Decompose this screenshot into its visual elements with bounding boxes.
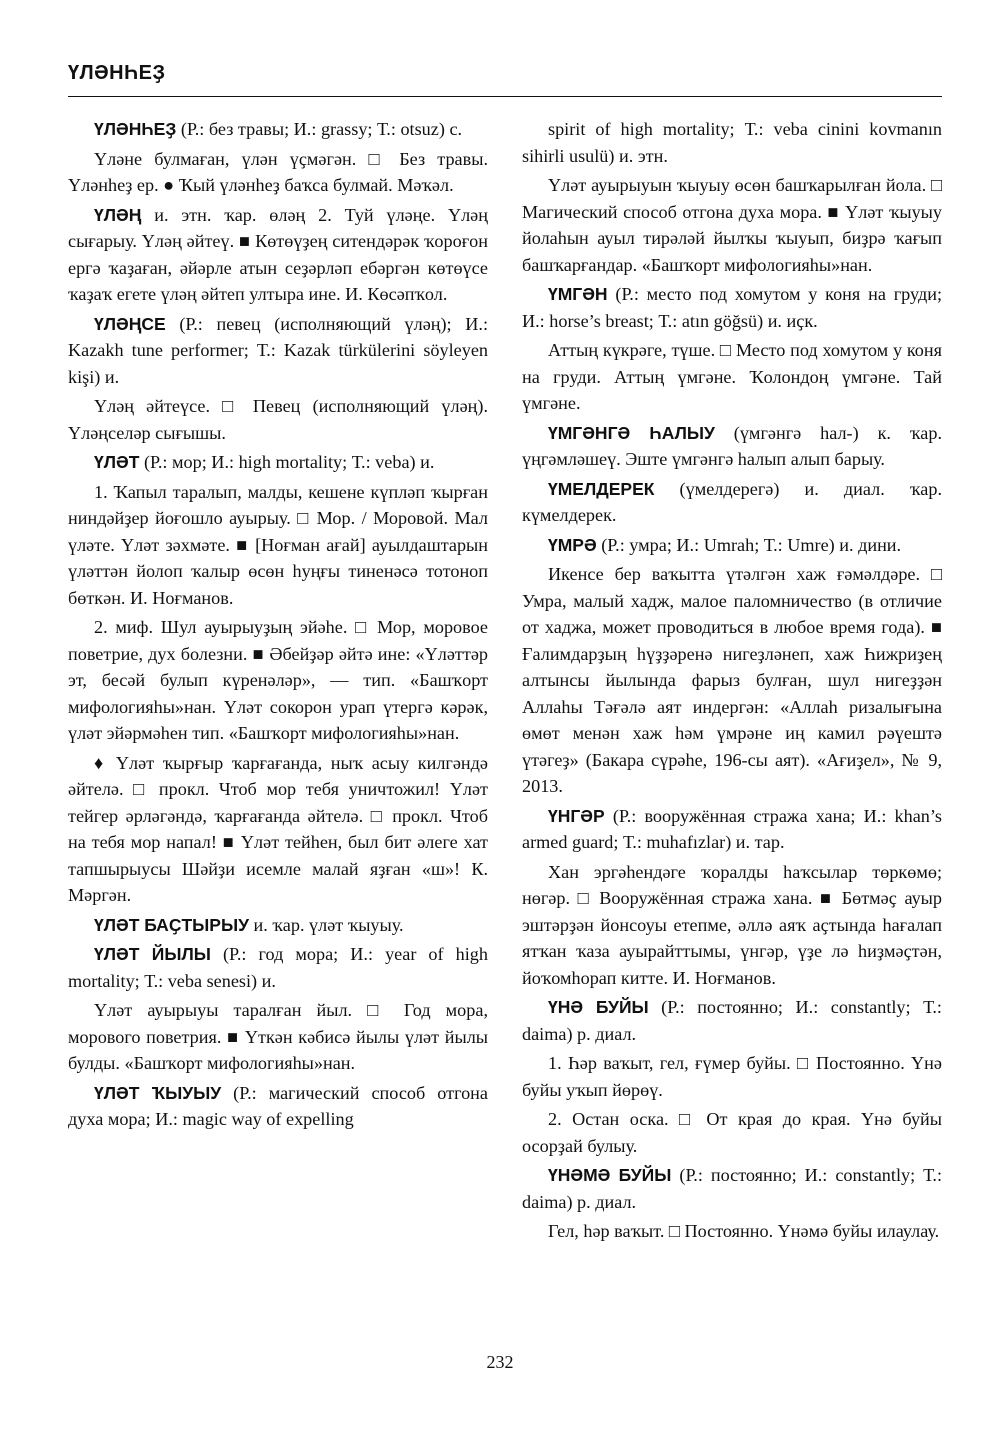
entry-text: (Р.: место под хомутом у коня на груди; И.: horse’s breast; Т.: atın göğsü) и. иҫк. — [522, 284, 942, 331]
dictionary-entry — [522, 281, 942, 334]
dictionary-entry — [522, 420, 942, 473]
entry-text: Гел, һәр ваҡыт. □ Постоянно. Үнәмә буйы илаулау. — [548, 1221, 940, 1241]
headword: ҮЛӘТ БАҪТЫРЫУ — [94, 914, 249, 935]
dictionary-entry — [68, 116, 488, 143]
entry-text: (Р.: постоянно; И.: constantly; Т.: daima) р. диал. — [522, 997, 942, 1044]
dictionary-entry — [522, 532, 942, 559]
entry-text: (Р.: год мора; И.: year of high mortality; Т.: veba senesi) и. — [68, 944, 488, 991]
entry-definition — [68, 479, 488, 612]
header-rule — [68, 96, 942, 97]
entry-text: Үләң әйтеүсе. □ Певец (исполняющий үләң). Үләңселәр сығышы. — [68, 396, 488, 443]
headword: ҮНӘ БУЙЫ — [548, 997, 649, 1017]
page-number: 232 — [486, 1352, 514, 1372]
entry-definition — [68, 393, 488, 446]
entry-text: 1. Һәр ваҡыт, гел, ғүмер буйы. □ Постоянно. Үнә буйы уҡып йөрөү. — [522, 1053, 942, 1100]
headword: ҮЛӘҢСЕ — [94, 313, 166, 334]
entry-definition — [522, 337, 942, 417]
headword: ҮНӘМӘ БУЙЫ — [548, 1165, 672, 1185]
entry-text: (Р.: мор; И.: high mortality; Т.: veba) и. — [139, 452, 435, 472]
entry-text: Аттың күкрәге, түше. □ Место под хомутом у коня на груди. Аттың үмгәне. Ҡолондоң үмгәне. Тай үмгәне. — [522, 340, 942, 413]
dictionary-entry — [68, 202, 488, 308]
headword: ҮНГӘР — [548, 805, 605, 826]
entry-definition — [68, 750, 488, 909]
entry-text: (Р.: постоянно; И.: constantly; Т.: daima) р. диал. — [522, 1165, 943, 1212]
entry-definition — [522, 1106, 942, 1159]
headword: ҮМГӘН — [548, 284, 608, 304]
entry-text: spirit of high mortality; Т.: veba cinini kovmanın sihirli usulü) и. этн. — [522, 119, 942, 166]
dictionary-entry — [522, 1162, 942, 1215]
dictionary-entry — [522, 803, 942, 856]
entry-definition — [68, 614, 488, 747]
entry-definition — [68, 997, 488, 1077]
entry-text: (Р.: без травы; И.: grassy; Т.: otsuz) с. — [176, 119, 463, 139]
entry-text: Үләне булмаған, үлән үҫмәгән. □ Без травы. Үләнһеҙ ер. ● Ҡый үләнһеҙ баҡса булмай. Мәҡәл. — [68, 148, 488, 195]
entry-text: (үмелдерегә) и. диал. ҡар. күмелдерек. — [522, 478, 942, 525]
dictionary-entry — [522, 994, 942, 1047]
entry-text: 2. Остан оска. □ От края до края. Үнә буйы осорҙай булыу. — [522, 1109, 942, 1156]
headword: ҮЛӘТ ЙЫЛЫ — [94, 944, 211, 964]
entry-text: (Р.: умра; И.: Umrah; Т.: Umre) и. дини. — [596, 534, 902, 555]
entry-text: Үләт ауырыуы таралған йыл. □ Год мора, морового поветрия. ■ Үткән кәбисә йылы үләт йылы булды. «Башҡорт мифологияһы»нан. — [68, 1000, 488, 1073]
entry-text: (үмгәнгә һал-) к. ҡар. үңгәмләшеү. Эште үмгәнгә һалып алып барыу. — [522, 422, 942, 469]
dictionary-entry — [522, 476, 942, 529]
entry-definition — [522, 561, 942, 800]
entry-definition — [522, 1050, 942, 1103]
entry-text: (Р.: магический способ отгона духа мора; И.: magic way of expelling — [68, 1082, 488, 1129]
entry-definition — [522, 116, 942, 169]
headword: ҮЛӘТ — [94, 452, 140, 472]
entry-definition — [522, 859, 942, 992]
dictionary-entry — [68, 941, 488, 994]
dictionary-entry — [68, 912, 488, 939]
entry-text: ♦ Үләт ҡырғыр ҡарғағанда, ныҡ асыу килгәндә әйтелә. □ прокл. Чтоб мор тебя уничтожил! Үләт тейгер әрләгәндә, ҡарғағанда әйтелә. □ прокл. Чтоб на тебя мор напал! ■ Үләт тейһен, был бит әлеге хат тапшырыусы Шәйҙи исемле малай яҙған «ш»! К. Мәргән. — [68, 752, 488, 905]
dictionary-entry — [68, 449, 488, 476]
entry-text: Хан эргәһендәге ҡоралды һаҡсылар төркөмө; нөгәр. □ Вооружённая стража хана. ■ Бөтмәҫ ауыр эштәрҙән йонсоуы етепме, әллә аяҡ аҫтында һағалап ятҡан ҡаза ауырайттымы, үнгәр, үҙе лә һиҙмәҫтән, йоҡомһорап китте. И. Ноғманов. — [522, 861, 942, 988]
headword: ҮЛӘНҺЕҘ — [94, 119, 177, 139]
dictionary-entry — [68, 311, 488, 391]
entry-text: 2. миф. Шул ауырыуҙың эйәһе. □ Мор, моровое поветрие, дух болезни. ■ Әбейҙәр әйтә ине: «Үләттәр эт, бесәй булып күренәләр», — тип. «Башҡорт мифологияһы»нан. Үләт сокорон урап үтергә кәрәк, үләт эйәрмәһен тип. «Башҡорт мифологияһы»нан. — [68, 617, 488, 743]
headword: ҮМЕЛДЕРЕК — [548, 478, 655, 499]
entry-text: (Р.: певец (исполняющий үләң); И.: Kazakh tune performer; Т.: Kazak türkülerini söyleyen kişi) и. — [68, 313, 488, 387]
dictionary-entry — [68, 1080, 488, 1133]
headword: ҮМРӘ — [548, 534, 597, 555]
entry-text: (Р.: вооружённая стража хана; И.: khan’s armed guard; Т.: muhafızlar) и. тар. — [522, 805, 942, 852]
entry-definition — [522, 1218, 942, 1245]
headword: ҮЛӘТ ҠЫУЫУ — [94, 1082, 222, 1103]
entry-text: и. ҡар. үләт ҡыуыу. — [248, 914, 404, 935]
headword: ҮЛӘҢ — [94, 204, 142, 225]
entry-text: и. этн. ҡар. өләң 2. Туй үләңе. Үләң сығарыу. Үләң әйтеү. ■ Көтөүҙең ситендәрәк ҡороғон ергә ҡаҙаған, әйәрле атын сеҙәрләп ебәргән көтөүсе ҡаҙаҡ егете үләң әйтеп ултыра ине. И. Көсәпҡол. — [68, 204, 488, 304]
headword: ҮМГӘНГӘ ҺАЛЫУ — [548, 422, 715, 443]
entry-text: Икенсе бер ваҡытта үтәлгән хаж ғәмәлдәре. □ Умра, малый хадж, малое паломничество (в отличие от хаджа, может проводиться в любое время года). ■ Ғалимдарҙың һүҙҙәренә нигеҙләнеп, хаж Һижриҙең алтынсы йылында фарыз булған, шул нигеҙҙән Аллаһы Тәғәлә аят индергән: «Аллаһ ризалығына өмөт менән хаж һәм үмрәне иң камил рәүештә үтәгеҙ» (Бакара сүрәһе, 196-сы аят). «Ағиҙел», № 9, 2013. — [522, 564, 942, 796]
left-column — [68, 116, 488, 1136]
entry-definition — [522, 172, 942, 278]
running-head: ҮЛӘНҺЕҘ — [68, 62, 166, 84]
entry-text: 1. Ҡапыл таралып, малды, кешене күпләп ҡырған ниндәйҙер йоғошло ауырыу. □ Мор. / Моровой. Мал үләте. Үләт зәхмәте. ■ [Ноғман ағай] ауылдаштарын үләттән йолоп ҡалыр өсөн һуңғы тиненәсә тотоноп бөткән. И. Ноғманов. — [68, 481, 488, 608]
right-column — [522, 116, 942, 1248]
entry-text: Үләт ауырыуын ҡыуыу өсөн башҡарылған йола. □ Магический способ отгона духа мора. ■ Үләт ҡыуыу йолаһын ауыл тирәләй йылҡы ҡыуып, биҙрә ҡағып башҡарғандар. «Башҡорт мифологияһы»нан. — [522, 175, 942, 275]
entry-definition — [68, 146, 488, 199]
